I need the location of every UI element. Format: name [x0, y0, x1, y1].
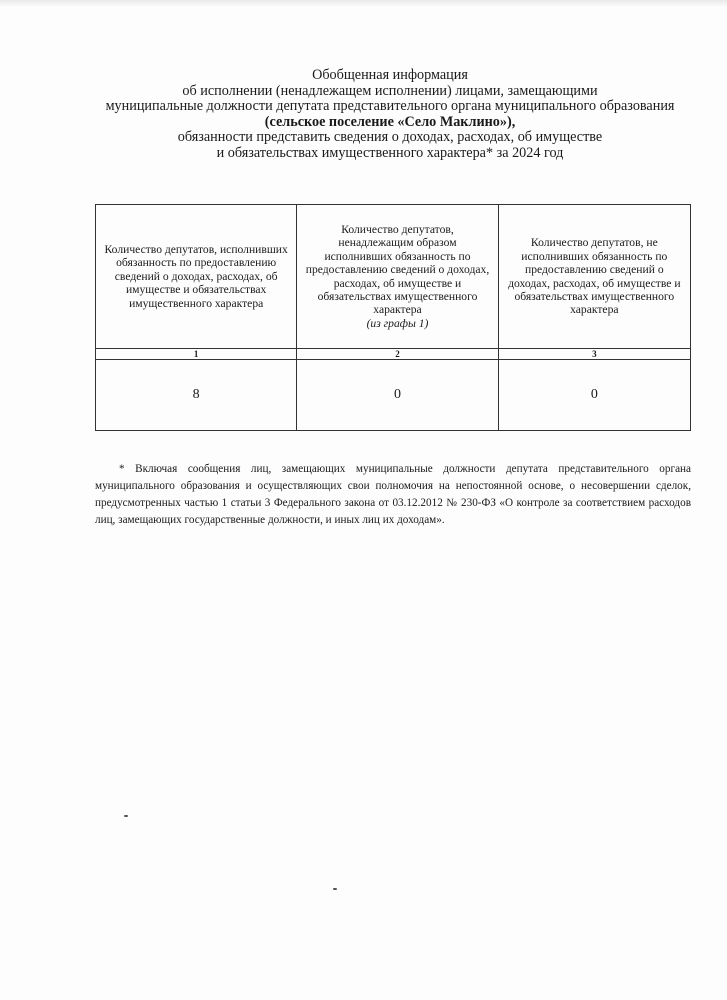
heading-line-3: муниципальные должности депутата представительного органа муниципального образования — [105, 98, 675, 115]
heading-settlement-name: (сельское поселение «Село Маклино»), — [264, 113, 516, 130]
heading-line-6: и обязательствах имущественного характера* за 2024 год — [216, 144, 564, 161]
table-header-row — [96, 205, 691, 349]
column-header-improper — [297, 205, 498, 349]
column-header-improper-note: (из графы 1) — [366, 316, 429, 330]
column-header-improper-text: Количество депутатов, ненадлежащим образом исполнивших обязанность по предоставлению сведений о доходах, расходах, об имуществе и обязательствах имущественного характера — [305, 222, 490, 317]
column-header-fulfilled-text: Количество депутатов, исполнивших обязанность по предоставлению сведений о доходах, расходах, об имуществе и обязательствах имущественного характера — [104, 242, 288, 310]
column-number-1: 1 — [96, 349, 297, 360]
scan-speck — [124, 815, 128, 817]
value-fulfilled: 8 — [96, 360, 297, 431]
scan-edge — [0, 0, 727, 7]
heading-line-2: об исполнении (ненадлежащем исполнении) лицами, замещающими — [182, 82, 598, 99]
footnote: * Включая сообщения лиц, замещающих муниципальные должности депутата представительного органа муниципального образования и осуществляющих свои полномочия на непостоянной основе, о несовершении сделок, предусмотренных частью 1 статьи 3 Федерального закона от 03.12.2012 № 230-ФЗ «О контроле за соответствием расходов лиц, замещающих государственные должности, и иных лиц их доходам». — [95, 463, 691, 526]
column-header-fulfilled — [96, 205, 297, 349]
document-heading — [60, 68, 720, 162]
heading-title: Обобщенная информация — [312, 67, 468, 83]
column-header-not-fulfilled-text: Количество депутатов, не исполнивших обязанность по предоставлению сведений о доходах, расходах, об имуществе и обязательствах имущественного характера — [508, 236, 681, 317]
column-number-3: 3 — [498, 349, 690, 360]
heading-line-5: обязанности представить сведения о доходах, расходах, об имуществе — [177, 129, 603, 146]
column-header-not-fulfilled — [498, 205, 690, 349]
column-number-2: 2 — [297, 349, 498, 360]
scan-speck — [333, 888, 337, 890]
value-improper: 0 — [297, 360, 498, 431]
table-column-numbers-row — [96, 349, 691, 360]
value-not-fulfilled: 0 — [498, 360, 690, 431]
table-values-row — [96, 360, 691, 431]
deputies-report-table — [95, 204, 691, 431]
